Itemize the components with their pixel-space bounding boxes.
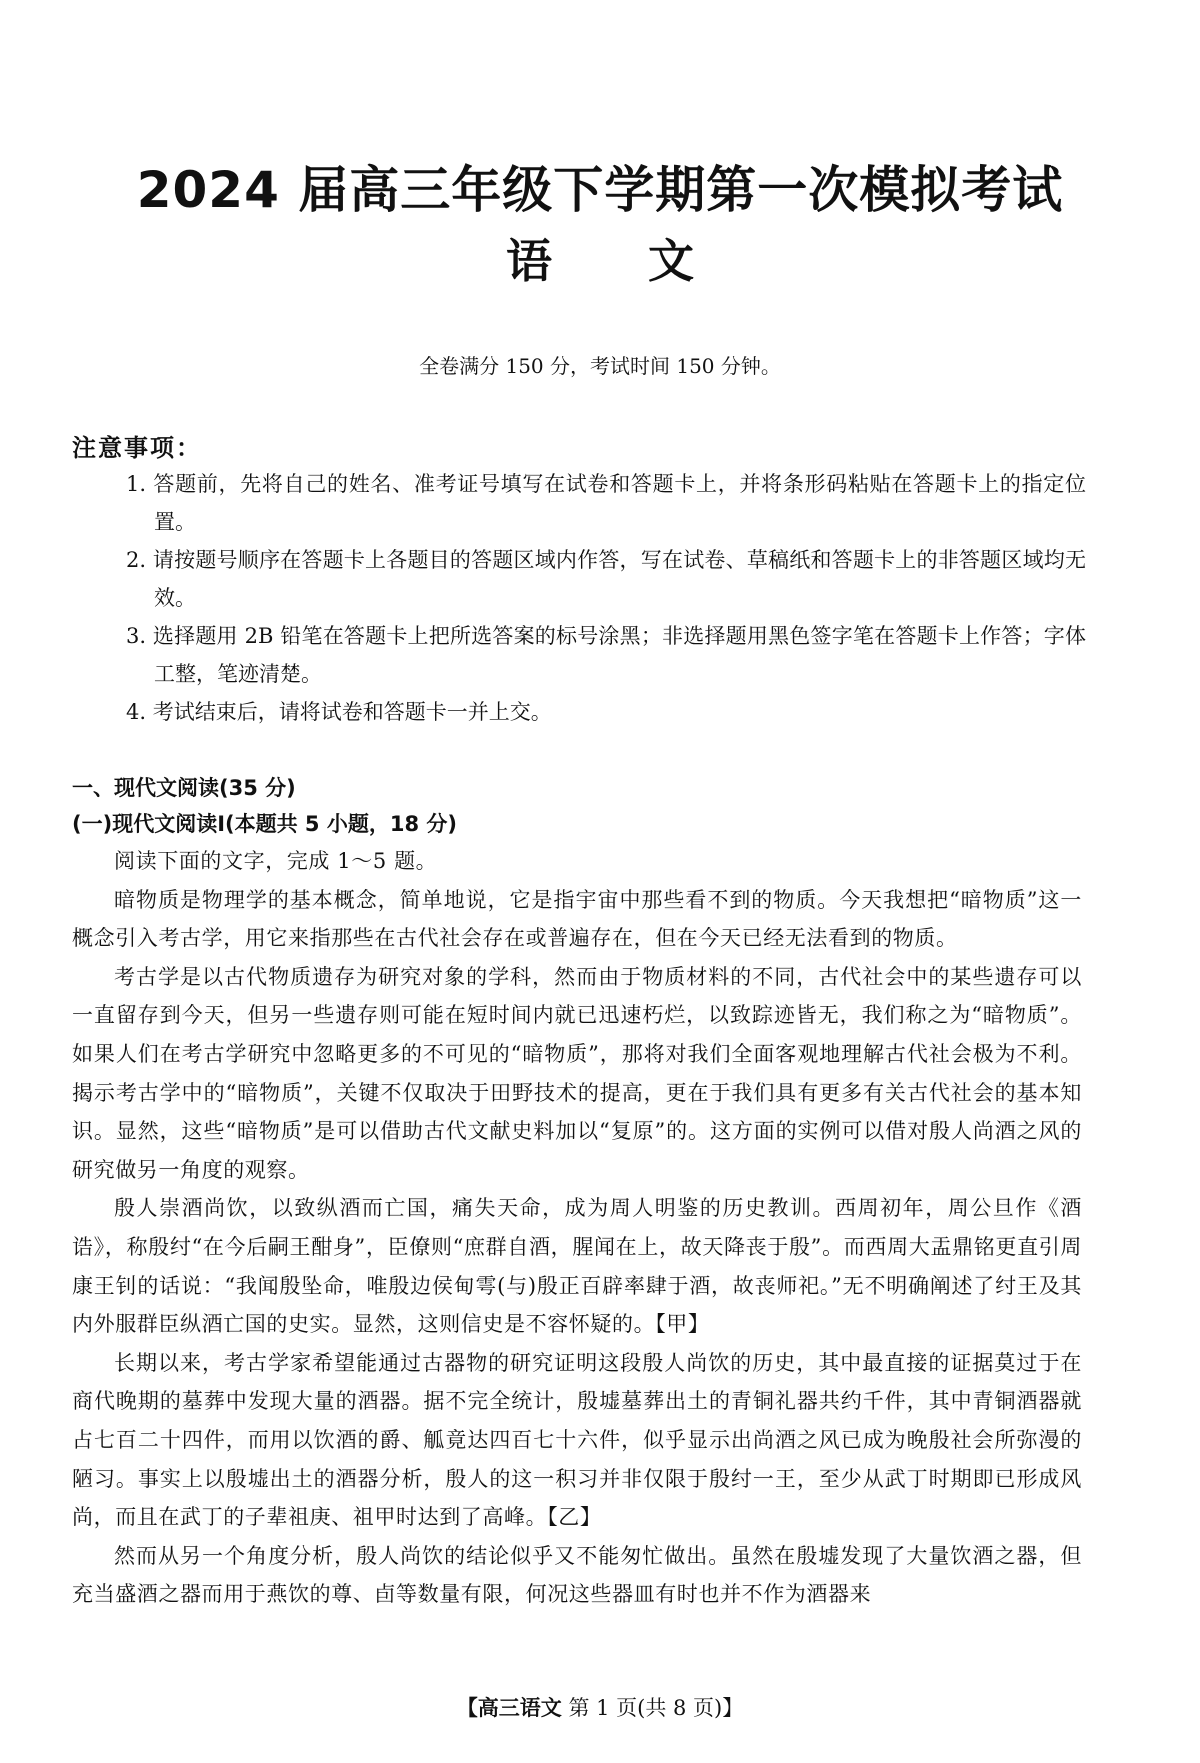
score-time-line: 全卷满分 150 分，考试时间 150 分钟。 <box>419 354 781 378</box>
note-item: 3. 选择题用 2B 铅笔在答题卡上把所选答案的标号涂黑；非选择题用黑色签字笔在答题卡上作答；字体工整，笔迹清楚。 <box>126 624 1086 686</box>
passage-paragraph: 暗物质是物理学的基本概念，简单地说，它是指宇宙中那些看不到的物质。今天我想把“暗物质”这一概念引入考古学，用它来指那些在古代社会存在或普遍存在，但在今天已经无法看到的物质。 <box>72 887 1082 951</box>
section-heading: 一、现代文阅读(35 分) <box>72 776 296 800</box>
passage-paragraph: 长期以来，考古学家希望能通过古器物的研究证明这段殷人尚饮的历史，其中最直接的证据莫过于在商代晚期的墓葬中发现大量的酒器。据不完全统计，殷墟墓葬出土的青铜礼器共约千件，其中青铜酒器就占七百二十四件，而用以饮酒的爵、觚竟达四百七十六件，似乎显示出尚酒之风已成为晚殷社会所弥漫的陋习。事实上以殷墟出土的酒器分析，殷人的这一积习并非仅限于殷纣一王，至少从武丁时期即已形成风尚，而且在武丁的子辈祖庚、祖甲时达到了高峰。【乙】 <box>72 1350 1082 1530</box>
subject-title: 语文 <box>506 234 790 288</box>
passage-paragraph: 然而从另一个角度分析，殷人尚饮的结论似乎又不能匆忙做出。虽然在殷墟发现了大量饮酒之器，但充当盛酒之器而用于燕饮的尊、卣等数量有限，何况这些器皿有时也并不作为酒器来 <box>72 1543 1082 1607</box>
page-footer <box>0 1692 1200 1722</box>
note-item: 4. 考试结束后，请将试卷和答题卡一并上交。 <box>126 700 552 724</box>
reading-passage <box>72 842 1082 1614</box>
passage-paragraph: 考古学是以古代物质遗存为研究对象的学科，然而由于物质材料的不同，古代社会中的某些遗存可以一直留存到今天，但另一些遗存则可能在短时间内就已迅速朽烂，以致踪迹皆无，我们称之为“暗物质”。如果人们在考古学研究中忽略更多的不可见的“暗物质”，那将对我们全面客观地理解古代社会极为不利。揭示考古学中的“暗物质”，关键不仅取决于田野技术的提高，更在于我们具有更多有关古代社会的基本知识。显然，这些“暗物质”是可以借助古代文献史料加以“复原”的。这方面的实例可以借对殷人尚酒之风的研究做另一角度的观察。 <box>72 964 1082 1182</box>
exam-title: 2024 届高三年级下学期第一次模拟考试 <box>136 161 1064 219</box>
footer-page-info: 第 1 页(共 8 页)】 <box>568 1696 744 1720</box>
note-item: 1. 答题前，先将自己的姓名、准考证号填写在试卷和答题卡上，并将条形码粘贴在答题卡上的指定位置。 <box>126 472 1086 534</box>
note-item: 2. 请按题号顺序在答题卡上各题目的答题区域内作答，写在试卷、草稿纸和答题卡上的非答题区域均无效。 <box>126 548 1086 610</box>
sub-section-heading: (一)现代文阅读Ⅰ(本题共 5 小题，18 分) <box>72 812 457 836</box>
instruction-paragraph: 阅读下面的文字，完成 1～5 题。 <box>114 849 438 873</box>
notes-list <box>126 465 1086 731</box>
notes-heading: 注意事项： <box>72 434 202 462</box>
passage-paragraph: 殷人崇酒尚饮，以致纵酒而亡国，痛失天命，成为周人明鉴的历史教训。西周初年，周公旦作《酒诰》，称殷纣“在今后嗣王酣身”，臣僚则“庶群自酒，腥闻在上，故天降丧于殷”。而西周大盂鼎铭更直引周康王钊的话说：“我闻殷坠命，唯殷边侯甸雩(与)殷正百辟率肆于酒，故丧师祀。”无不明确阐述了纣王及其内外服群臣纵酒亡国的史实。显然，这则信史是不容怀疑的。【甲】 <box>72 1196 1082 1337</box>
footer-label: 【高三语文 <box>456 1696 562 1720</box>
